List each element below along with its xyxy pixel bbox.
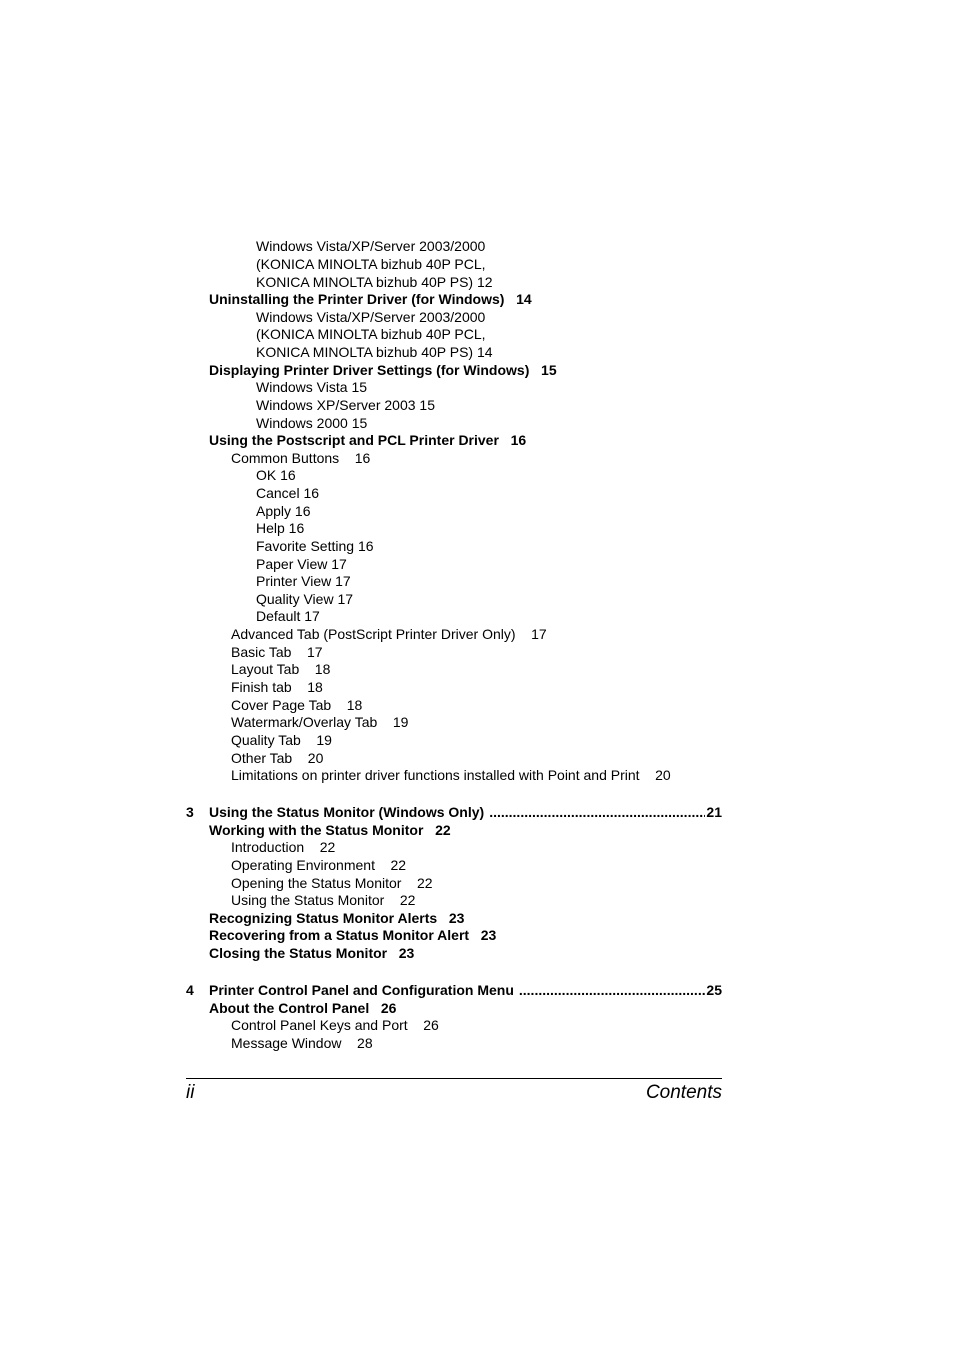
toc-entry: Favorite Setting 16 <box>256 538 374 554</box>
toc-entry: Windows Vista 15 <box>256 379 368 395</box>
toc-entry: Help 16 <box>256 520 305 536</box>
toc-entry: Windows XP/Server 2003 15 <box>256 397 435 413</box>
footer-section-title: Contents <box>645 1082 722 1103</box>
toc-section-entry: Using the Postscript and PCL Printer Driver 16 <box>209 432 527 448</box>
dot-leader <box>489 804 705 821</box>
toc-subsection-entry: Using the Status Monitor 22 <box>231 892 416 908</box>
toc-subsection-entry: Other Tab 20 <box>231 750 324 766</box>
toc-subsection-entry: Advanced Tab (PostScript Printer Driver Only) 17 <box>231 626 547 642</box>
toc-subsection-entry: Control Panel Keys and Port 26 <box>231 1017 439 1033</box>
toc-entry: Printer View 17 <box>256 573 351 589</box>
toc-entry: (KONICA MINOLTA bizhub 40P PCL, <box>256 326 486 342</box>
toc-chapter-3 <box>186 804 722 821</box>
toc-section-entry: About the Control Panel 26 <box>209 1000 397 1016</box>
toc-section-entry: Closing the Status Monitor 23 <box>209 945 415 961</box>
footer-page-number: ii <box>186 1082 195 1103</box>
toc-subsection-entry: Finish tab 18 <box>231 679 323 695</box>
chapter-title: Using the Status Monitor (Windows Only) <box>209 804 485 820</box>
toc-entry: OK 16 <box>256 467 296 483</box>
toc-entry: Windows 2000 15 <box>256 415 368 431</box>
chapter-page: 21 <box>706 804 722 820</box>
toc-subsection-entry: Watermark/Overlay Tab 19 <box>231 714 409 730</box>
toc-entry: Windows Vista/XP/Server 2003/2000 <box>256 238 486 254</box>
toc-subsection-entry: Operating Environment 22 <box>231 857 407 873</box>
toc-subsection-entry: Opening the Status Monitor 22 <box>231 875 433 891</box>
toc-entry: Quality View 17 <box>256 591 354 607</box>
toc-subsection-entry: Message Window 28 <box>231 1035 373 1051</box>
chapter-number: 3 <box>186 804 194 820</box>
chapter-page: 25 <box>706 982 722 998</box>
toc-chapter-4 <box>186 982 722 999</box>
toc-entry: (KONICA MINOLTA bizhub 40P PCL, <box>256 256 486 272</box>
toc-subsection-entry: Introduction 22 <box>231 839 336 855</box>
toc-subsection-entry: Quality Tab 19 <box>231 732 332 748</box>
toc-section-entry: Recovering from a Status Monitor Alert 23 <box>209 927 497 943</box>
toc-section-entry: Working with the Status Monitor 22 <box>209 822 451 838</box>
toc-subsection-entry: Cover Page Tab 18 <box>231 697 363 713</box>
toc-entry: Default 17 <box>256 608 320 624</box>
dot-leader <box>519 982 706 999</box>
toc-entry: KONICA MINOLTA bizhub 40P PS) 14 <box>256 344 493 360</box>
toc-subsection-entry: Basic Tab 17 <box>231 644 323 660</box>
toc-section-entry: Displaying Printer Driver Settings (for Windows) 15 <box>209 362 557 378</box>
toc-entry: Windows Vista/XP/Server 2003/2000 <box>256 309 486 325</box>
toc-entry: Paper View 17 <box>256 556 347 572</box>
toc-section-entry: Uninstalling the Printer Driver (for Windows) 14 <box>209 291 532 307</box>
toc-subsection-entry: Layout Tab 18 <box>231 661 331 677</box>
toc-entry: KONICA MINOLTA bizhub 40P PS) 12 <box>256 274 493 290</box>
footer-divider <box>186 1078 722 1079</box>
toc-subsection-entry: Limitations on printer driver functions installed with Point and Print 20 <box>231 767 671 783</box>
toc-entry: Cancel 16 <box>256 485 320 501</box>
toc-subsection-entry: Common Buttons 16 <box>231 450 371 466</box>
toc-section-entry: Recognizing Status Monitor Alerts 23 <box>209 910 465 926</box>
chapter-number: 4 <box>186 982 194 998</box>
toc-entry: Apply 16 <box>256 503 311 519</box>
chapter-title: Printer Control Panel and Configuration Menu <box>209 982 514 998</box>
